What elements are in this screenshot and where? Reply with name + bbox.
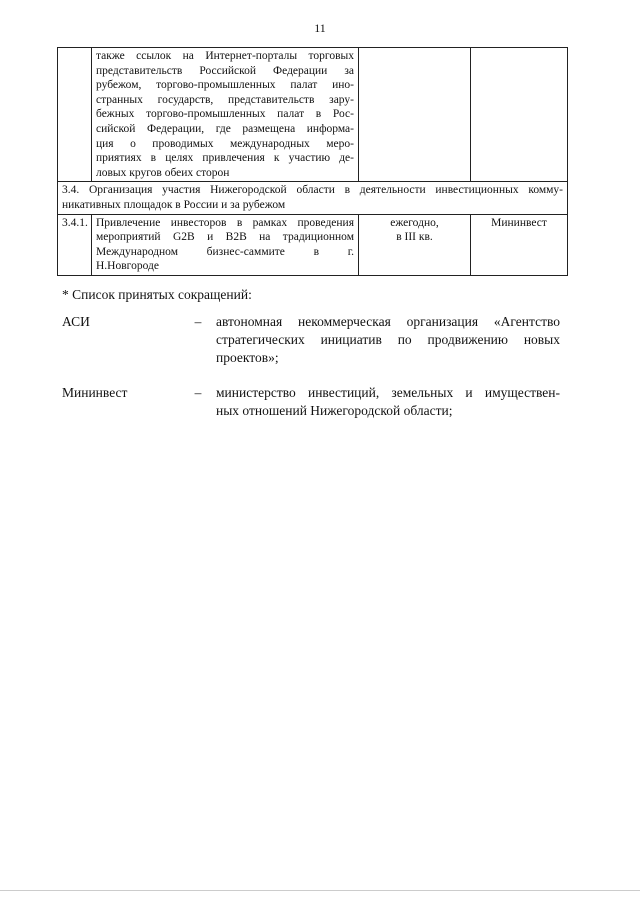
text-line: мероприятий G2B и B2B на традиционном bbox=[96, 231, 354, 244]
action-plan-table bbox=[57, 47, 568, 276]
text-line: Привлечение инвесторов в рамках проведения bbox=[96, 216, 354, 229]
section-heading-cell bbox=[58, 182, 568, 214]
page-bottom-rule bbox=[0, 890, 640, 891]
text-line: ных отношений Нижегородской области; bbox=[216, 403, 453, 418]
responsible-cell bbox=[471, 48, 568, 182]
measure-description-cell bbox=[92, 214, 359, 275]
abbreviation-definition bbox=[216, 313, 560, 367]
abbreviation: Мининвест bbox=[62, 385, 128, 400]
dash: – bbox=[194, 314, 202, 329]
page-number: 11 bbox=[314, 21, 326, 35]
text-line: Н.Новгороде bbox=[96, 260, 159, 273]
text-line: сийской Федерации, где размещена информа- bbox=[96, 122, 354, 135]
measure-description-cell bbox=[92, 48, 359, 182]
term-line: в III кв. bbox=[396, 231, 433, 244]
responsible-cell: Мининвест bbox=[471, 214, 568, 275]
text-line: приятиях в целях привлечения к участию де- bbox=[96, 152, 354, 165]
row-number-cell bbox=[58, 48, 92, 182]
text-line: ция о проводимых международных меро- bbox=[96, 137, 354, 150]
term-cell bbox=[359, 48, 471, 182]
text-line: рубежом, торгово-промышленных палат ино- bbox=[96, 79, 354, 92]
term-line: ежегодно, bbox=[390, 216, 439, 229]
text-line: ловых кругов обеих сторон bbox=[96, 166, 230, 179]
section-heading-line: 3.4. Организация участия Нижегородской области в деятельности инвестиционных комму- bbox=[62, 184, 563, 197]
dash: – bbox=[194, 385, 202, 400]
text-line: Международном бизнес-саммите в г. bbox=[96, 245, 354, 258]
abbreviation-definition bbox=[216, 384, 560, 420]
text-line: бежных торгово-промышленных палат в Рос- bbox=[96, 108, 354, 121]
text-line: странных государств, представительств зару- bbox=[96, 93, 354, 106]
text-line: автономная некоммерческая организация «Агентство bbox=[216, 314, 560, 329]
text-line: проектов»; bbox=[216, 350, 279, 365]
table-section-row bbox=[58, 182, 568, 214]
text-line: также ссылок на Интернет-порталы торговых bbox=[96, 50, 354, 62]
table-row-3-4-1 bbox=[58, 214, 568, 275]
abbreviation: АСИ bbox=[62, 314, 90, 329]
text-line: представительств Российской Федерации за bbox=[96, 64, 354, 77]
row-number-cell: 3.4.1. bbox=[58, 214, 92, 275]
term-cell bbox=[359, 214, 471, 275]
section-heading-line: никативных площадок в России и за рубежом bbox=[62, 198, 286, 211]
table-row-continued bbox=[58, 48, 568, 182]
text-line: стратегических инициатив по продвижению новых bbox=[216, 332, 560, 347]
text-line: министерство инвестиций, земельных и имуществен- bbox=[216, 385, 560, 400]
abbreviations-title: * Список принятых сокращений: bbox=[62, 287, 252, 302]
